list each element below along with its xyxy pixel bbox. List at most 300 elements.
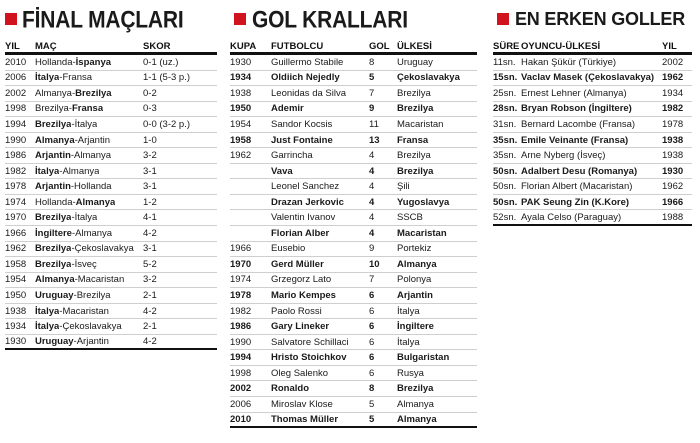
scorer-goals: 6	[369, 352, 375, 364]
earliest-goals-title-bar	[493, 0, 692, 38]
final-year: 1934	[5, 321, 27, 333]
final-match	[35, 103, 143, 114]
red-square-icon	[234, 13, 246, 25]
scorer-country: Uruguay	[397, 56, 433, 68]
goal-time: 28sn.	[493, 103, 518, 115]
final-match-winner: İtalya	[35, 321, 60, 333]
goal-time: 25sn.	[493, 87, 517, 99]
final-match	[35, 336, 143, 347]
table-row	[5, 226, 217, 242]
col-header-cup: KUPA	[230, 41, 257, 52]
red-square-icon	[497, 13, 509, 25]
table-row	[230, 335, 477, 351]
scorer-goals: 4	[369, 181, 375, 193]
scorer-player: Leonel Sanchez	[271, 181, 340, 193]
scorer-goals: 9	[369, 243, 375, 255]
final-year: 1986	[5, 150, 27, 162]
final-match-winner: Arjantin	[35, 150, 71, 162]
table-row	[493, 148, 692, 164]
final-matches-title: FİNAL MAÇLARI	[22, 7, 184, 34]
scorer-player: Sandor Kocsis	[271, 118, 333, 130]
goal-player: Bryan Robson (İngiltere)	[521, 103, 632, 115]
table-row	[493, 164, 692, 180]
scorer-cup: 1938	[230, 87, 252, 99]
final-match-winner: Brezilya	[35, 212, 72, 224]
final-match-team: Brezilya-	[35, 103, 72, 115]
scorer-country: Arjantin	[397, 289, 433, 301]
table-row	[5, 133, 217, 149]
scorer-goals: 7	[369, 87, 375, 99]
final-year: 1978	[5, 181, 27, 193]
final-matches-panel	[5, 0, 217, 350]
final-score: 2-1	[143, 321, 157, 333]
final-year: 1938	[5, 305, 27, 317]
scorer-goals: 5	[369, 72, 375, 84]
scorer-cup: 1930	[230, 56, 252, 68]
final-match-team: -Çekoslavakya	[71, 243, 134, 255]
final-match-winner: Brezilya	[75, 87, 112, 99]
table-row	[5, 102, 217, 118]
table-row	[230, 71, 477, 87]
scorer-country: İngiltere	[397, 321, 434, 333]
final-match-team: -Hollanda	[70, 181, 112, 193]
final-score: 0-2	[143, 87, 157, 99]
table-row	[493, 117, 692, 133]
scorer-country: Macaristan	[397, 227, 447, 239]
scorer-country: Şili	[397, 181, 410, 193]
table-row	[5, 195, 217, 211]
final-match	[35, 166, 143, 177]
final-score: 3-1	[143, 181, 157, 193]
final-score: 2-1	[143, 289, 157, 301]
final-match-winner: İngiltere	[35, 227, 72, 239]
table-row	[230, 179, 477, 195]
scorer-player: Salvatore Schillaci	[271, 336, 349, 348]
final-match-winner: Brezilya	[35, 258, 72, 270]
table-row	[230, 242, 477, 258]
final-year: 1966	[5, 227, 27, 239]
goal-year: 1962	[662, 72, 684, 84]
goal-player: Bernard Lacombe (Fransa)	[521, 118, 636, 130]
scorer-cup: 1986	[230, 321, 252, 333]
scorer-player: Gary Lineker	[271, 321, 330, 333]
final-score: 3-2	[143, 274, 157, 286]
table-row	[230, 117, 477, 133]
table-row	[5, 86, 217, 102]
goal-time: 50sn.	[493, 165, 518, 177]
final-year: 2006	[5, 72, 27, 84]
scorer-cup: 1994	[230, 352, 252, 364]
scorer-player: Guillermo Stabile	[271, 56, 344, 68]
scorer-cup: 1950	[230, 103, 252, 115]
final-match-team: -Fransa	[59, 72, 93, 84]
final-score: 4-2	[143, 227, 157, 239]
final-match	[35, 243, 143, 254]
goal-player: PAK Seung Zin (K.Kore)	[521, 196, 630, 208]
scorer-country: Almanya	[397, 398, 434, 410]
goal-player: Vaclav Masek (Çekoslavakya)	[521, 72, 655, 84]
earliest-goals-header	[493, 38, 692, 52]
table-row	[5, 257, 217, 273]
final-match-winner: İtalya	[35, 72, 60, 84]
final-score: 0-0 (3-2 p.)	[143, 118, 190, 130]
scorer-cup: 1934	[230, 72, 252, 84]
scorer-player: Eusebio	[271, 243, 306, 255]
table-row	[230, 273, 477, 289]
goal-year: 1982	[662, 103, 684, 115]
goal-year: 1938	[662, 150, 684, 162]
final-match-team: -Almanya	[59, 165, 100, 177]
final-score: 4-1	[143, 212, 157, 224]
final-match-winner: Brezilya	[35, 243, 72, 255]
final-match	[35, 88, 143, 99]
goal-time: 35sn.	[493, 150, 517, 162]
final-score: 3-1	[143, 165, 157, 177]
scorer-player: Drazan Jerkovic	[271, 196, 344, 208]
goal-time: 50sn.	[493, 181, 517, 193]
table-row	[5, 304, 217, 320]
table-row	[5, 288, 217, 304]
scorer-country: Fransa	[397, 134, 429, 146]
scorer-country: Çekoslavakya	[397, 72, 460, 84]
final-match-team: -Almanya	[70, 150, 112, 162]
table-row	[5, 148, 217, 164]
goal-year: 1934	[662, 87, 684, 99]
scorer-cup: 1978	[230, 289, 252, 301]
final-match-team: -Çekoslavakya	[59, 321, 122, 333]
col-header-goals: GOL	[369, 41, 390, 52]
scorer-goals: 4	[369, 212, 375, 224]
final-match-team: Hollanda-	[35, 56, 76, 68]
table-row	[230, 226, 477, 242]
scorer-country: Brezilya	[397, 165, 434, 177]
final-match-team: -Arjantin	[74, 134, 110, 146]
scorer-goals: 4	[369, 150, 375, 162]
table-row	[230, 366, 477, 382]
scorer-goals: 5	[369, 398, 375, 410]
final-match	[35, 306, 143, 317]
final-match	[35, 321, 143, 332]
col-header-player: FUTBOLCU	[271, 41, 324, 52]
scorer-goals: 9	[369, 103, 375, 115]
table-row	[5, 55, 217, 71]
scorer-country: Polonya	[397, 274, 432, 286]
final-year: 1930	[5, 336, 27, 348]
scorer-goals: 6	[369, 321, 375, 333]
final-match-winner: Uruguay	[35, 289, 74, 301]
scorer-cup: 1954	[230, 118, 252, 130]
table-row	[230, 288, 477, 304]
earliest-goals-title: EN ERKEN GOLLER	[515, 9, 686, 29]
scorer-cup: 1998	[230, 367, 252, 379]
final-year: 1994	[5, 118, 27, 130]
final-year: 1950	[5, 289, 27, 301]
red-square-icon	[5, 13, 17, 25]
goal-year: 2002	[662, 56, 684, 68]
scorer-cup: 1990	[230, 336, 252, 348]
top-scorers-panel	[230, 0, 477, 428]
table-row	[230, 164, 477, 180]
col-header-time: SÜRE	[493, 41, 520, 52]
top-scorers-title-bar	[230, 0, 477, 38]
table-row	[493, 133, 692, 149]
scorer-country: Bulgaristan	[397, 352, 450, 364]
final-match	[35, 197, 143, 208]
final-score: 0-1 (uz.)	[143, 56, 179, 68]
final-matches-rows	[5, 55, 217, 350]
table-row	[5, 71, 217, 87]
scorer-player: Ademir	[271, 103, 304, 115]
scorer-country: Portekiz	[397, 243, 432, 255]
goal-year: 1988	[662, 211, 684, 223]
table-row	[493, 102, 692, 118]
final-match	[35, 181, 143, 192]
scorer-country: Brezilya	[397, 87, 431, 99]
final-match	[35, 135, 143, 146]
final-match-winner: Almanya	[75, 196, 116, 208]
goal-time: 50sn.	[493, 196, 518, 208]
table-row	[230, 55, 477, 71]
final-year: 1998	[5, 103, 27, 115]
table-row	[5, 319, 217, 335]
scorer-cup: 2002	[230, 383, 252, 395]
final-match-winner: Arjantin	[35, 181, 71, 193]
scorer-country: İtalya	[397, 305, 420, 317]
table-row	[230, 210, 477, 226]
earliest-goals-rows	[493, 55, 692, 226]
scorer-cup: 1966	[230, 243, 252, 255]
scorer-cup: 2010	[230, 413, 252, 425]
scorer-player: Leonidas da Silva	[271, 87, 346, 99]
scorer-player: Just Fontaine	[271, 134, 333, 146]
final-match	[35, 150, 143, 161]
final-match-team: -Macaristan	[74, 274, 125, 286]
final-score: 1-0	[143, 134, 157, 146]
scorer-country: Macaristan	[397, 118, 444, 130]
scorer-cup: 1974	[230, 274, 252, 286]
table-row	[493, 195, 692, 211]
table-row	[230, 133, 477, 149]
table-row	[230, 304, 477, 320]
final-score: 4-2	[143, 305, 157, 317]
final-match-winner: Uruguay	[35, 336, 74, 348]
table-row	[493, 86, 692, 102]
scorer-goals: 4	[369, 196, 375, 208]
final-match-winner: İtalya	[35, 165, 60, 177]
goal-player: Arne Nyberg (İsveç)	[521, 150, 606, 162]
table-row	[493, 210, 692, 226]
final-match-winner: İspanya	[75, 56, 112, 68]
scorer-player: Hristo Stoichkov	[271, 352, 347, 364]
final-score: 4-2	[143, 336, 157, 348]
earliest-goals-panel	[493, 0, 692, 226]
final-score: 1-2	[143, 196, 157, 208]
goal-time: 31sn.	[493, 118, 517, 130]
final-match	[35, 259, 143, 270]
final-match-winner: Almanya	[35, 274, 75, 286]
final-match-winner: Brezilya	[35, 118, 72, 130]
scorer-cup: 1958	[230, 134, 252, 146]
table-row	[5, 335, 217, 351]
scorer-goals: 11	[369, 118, 379, 130]
final-match-winner: Almanya	[35, 134, 75, 146]
table-row	[230, 397, 477, 413]
table-row	[230, 319, 477, 335]
scorer-country: Rusya	[397, 367, 424, 379]
table-row	[5, 179, 217, 195]
scorer-player: Miroslav Klose	[271, 398, 333, 410]
goal-player: Emile Veinante (Fransa)	[521, 134, 629, 146]
scorer-goals: 6	[369, 289, 375, 301]
table-row	[493, 179, 692, 195]
goal-year: 1978	[662, 118, 684, 130]
table-row	[230, 102, 477, 118]
scorer-country: Almanya	[397, 258, 437, 270]
final-match	[35, 212, 143, 223]
final-match-winner: İtalya	[35, 305, 60, 317]
final-matches-header	[5, 38, 217, 52]
final-match-team: -İtalya	[71, 118, 98, 130]
final-year: 2002	[5, 87, 27, 99]
table-row	[493, 55, 692, 71]
final-match-team: Almanya-	[35, 87, 76, 99]
scorer-goals: 4	[369, 165, 375, 177]
top-scorers-header	[230, 38, 477, 52]
scorer-player: Vava	[271, 165, 293, 177]
table-row	[230, 257, 477, 273]
table-row	[5, 210, 217, 226]
table-row	[5, 273, 217, 289]
scorer-cup: 1982	[230, 305, 252, 317]
scorer-country: Brezilya	[397, 150, 431, 162]
scorer-country: Brezilya	[397, 103, 434, 115]
final-match	[35, 274, 143, 285]
goal-year: 1966	[662, 196, 684, 208]
table-row	[230, 86, 477, 102]
scorer-player: Grzegorz Lato	[271, 274, 332, 286]
final-match-team: -Almanya	[71, 227, 113, 239]
final-match-team: -Arjantin	[73, 336, 109, 348]
scorer-goals: 5	[369, 413, 375, 425]
final-match-winner: Fransa	[71, 103, 104, 115]
final-year: 1982	[5, 165, 27, 177]
final-year: 1970	[5, 212, 27, 224]
scorer-goals: 6	[369, 305, 375, 317]
scorer-player: Gerd Müller	[271, 258, 324, 270]
scorer-goals: 6	[369, 336, 375, 348]
goal-player: Hakan Şükür (Türkiye)	[521, 56, 617, 68]
scorer-country: SSCB	[397, 212, 423, 224]
goal-year: 1962	[662, 181, 684, 193]
table-row	[230, 350, 477, 366]
final-match-team: -İsveç	[71, 258, 97, 270]
col-header-player-country: OYUNCU-ÜLKESİ	[521, 41, 601, 52]
scorer-goals: 13	[369, 134, 380, 146]
table-row	[230, 195, 477, 211]
scorer-cup: 2006	[230, 398, 252, 410]
goal-time: 35sn.	[493, 134, 518, 146]
col-header-year: YIL	[662, 41, 677, 52]
scorer-goals: 8	[369, 383, 375, 395]
scorer-country: Yugoslavya	[397, 196, 450, 208]
final-year: 1954	[5, 274, 27, 286]
scorer-player: Oldiich Nejedly	[271, 72, 340, 84]
final-score: 3-1	[143, 243, 157, 255]
goal-year: 1930	[662, 165, 684, 177]
scorer-player: Garrincha	[271, 150, 313, 162]
final-year: 1990	[5, 134, 27, 146]
table-row	[5, 164, 217, 180]
goal-player: Ayala Celso (Paraguay)	[521, 211, 622, 223]
final-match	[35, 228, 143, 239]
scorer-cup: 1970	[230, 258, 252, 270]
top-scorers-rows	[230, 55, 477, 428]
col-header-country: ÜLKESİ	[397, 41, 432, 52]
scorer-goals: 8	[369, 56, 375, 68]
goal-player: Ernest Lehner (Almanya)	[521, 87, 627, 99]
final-matches-title-bar	[5, 0, 217, 38]
col-header-match: MAÇ	[35, 41, 57, 52]
table-row	[493, 71, 692, 87]
table-row	[230, 381, 477, 397]
final-match	[35, 290, 143, 301]
final-match	[35, 57, 143, 68]
final-score: 5-2	[143, 258, 157, 270]
goal-year: 1938	[662, 134, 684, 146]
scorer-country: Brezilya	[397, 383, 434, 395]
goal-player: Florian Albert (Macaristan)	[521, 181, 633, 193]
table-row	[5, 117, 217, 133]
final-match	[35, 119, 143, 130]
final-match-team: -İtalya	[71, 212, 98, 224]
final-match-team: -Macaristan	[59, 305, 109, 317]
table-row	[5, 242, 217, 258]
final-year: 1962	[5, 243, 27, 255]
col-header-year: YIL	[5, 41, 20, 52]
scorer-player: Valentin Ivanov	[271, 212, 336, 224]
goal-time: 52sn.	[493, 211, 517, 223]
scorer-player: Thomas Müller	[271, 413, 339, 425]
final-year: 2010	[5, 56, 27, 68]
final-score: 0-3	[143, 103, 157, 115]
scorer-goals: 4	[369, 227, 375, 239]
final-year: 1958	[5, 258, 27, 270]
scorer-goals: 7	[369, 274, 375, 286]
scorer-country: İtalya	[397, 336, 420, 348]
final-year: 1974	[5, 196, 27, 208]
table-row	[230, 148, 477, 164]
scorer-player: Mario Kempes	[271, 289, 336, 301]
scorer-player: Oleg Salenko	[271, 367, 329, 379]
scorer-goals: 10	[369, 258, 380, 270]
final-match	[35, 72, 143, 83]
goal-player: Adalbert Desu (Romanya)	[521, 165, 638, 177]
scorer-player: Paolo Rossi	[271, 305, 322, 317]
goal-time: 11sn.	[493, 56, 516, 68]
scorer-player: Ronaldo	[271, 383, 309, 395]
scorer-player: Florian Alber	[271, 227, 330, 239]
table-row	[230, 413, 477, 429]
goal-time: 15sn.	[493, 72, 518, 84]
final-match-team: -Brezilya	[73, 289, 111, 301]
scorer-country: Almanya	[397, 413, 437, 425]
final-score: 1-1 (5-3 p.)	[143, 72, 190, 84]
final-score: 3-2	[143, 150, 157, 162]
final-match-team: Hollanda-	[35, 196, 76, 208]
scorer-goals: 6	[369, 367, 375, 379]
top-scorers-title: GOL KRALLARI	[252, 7, 408, 34]
scorer-cup: 1962	[230, 150, 252, 162]
